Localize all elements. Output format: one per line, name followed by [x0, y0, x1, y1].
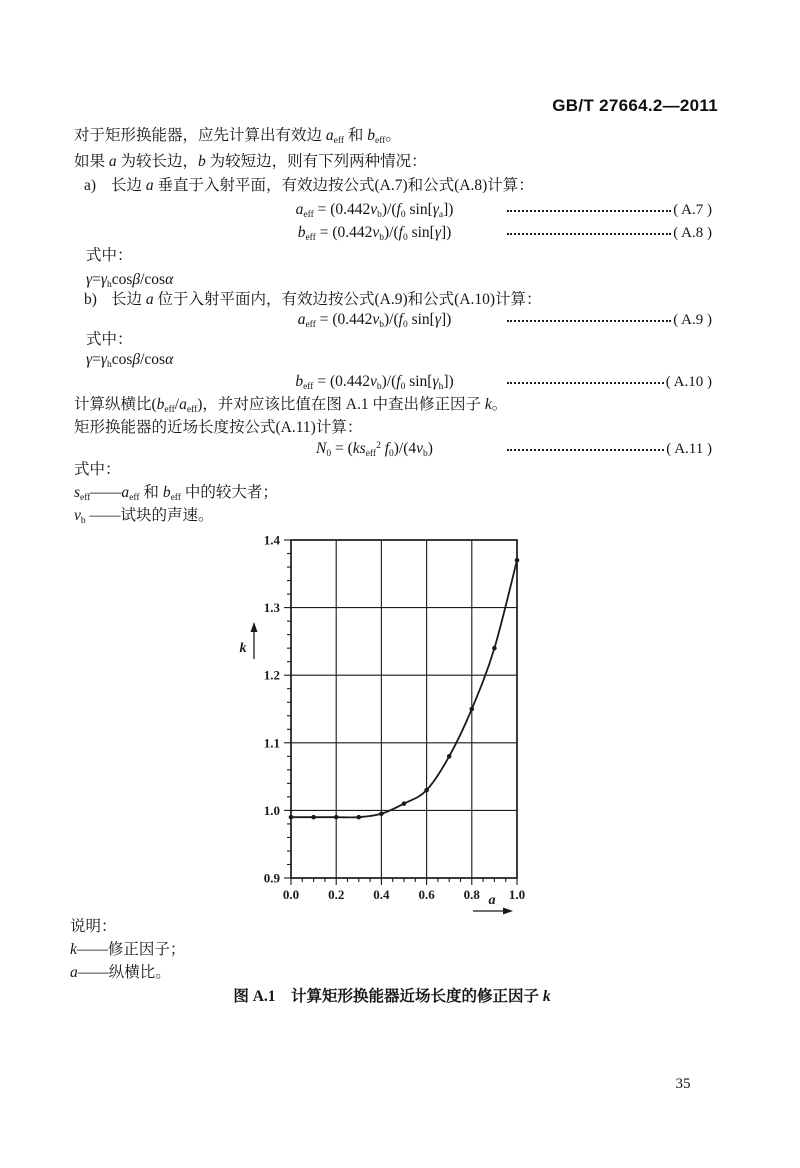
where-label-3: 式中： — [74, 461, 121, 478]
paragraph-intro-1: 对于矩形换能器，应先计算出有效边 $a_{eff}$ 和 $b_{eff}$。 — [74, 127, 401, 146]
paragraph-aspect-ratio: 计算纵横比$(b_{eff}/a_{eff})$，并对应该比值在图 A.1 中查出修正因子 k。 — [74, 396, 508, 415]
standard-number-header: GB/T 27664.2—2011 — [552, 96, 718, 115]
svg-text:1.0: 1.0 — [263, 802, 280, 818]
list-item-b-marker: b) — [84, 291, 97, 308]
page-number: 35 — [675, 1076, 691, 1092]
svg-text:0.4: 0.4 — [373, 887, 390, 902]
formula-a11: $N_0 = (ks_{eff}^2$ $f_0)/(4v_b)$ — [316, 439, 433, 459]
figure-notes-label: 说明： — [70, 918, 117, 935]
svg-text:1.1: 1.1 — [263, 735, 280, 751]
svg-text:k: k — [239, 641, 247, 656]
svg-text:a: a — [488, 893, 496, 908]
figure-caption: 图 A.1 计算矩形换能器近场长度的修正因子 k — [233, 988, 551, 1005]
list-item-a-text: 长边 a 垂直于入射平面，有效边按公式(A.7)和公式(A.8)计算： — [111, 177, 534, 194]
dot-leader — [507, 382, 664, 384]
list-item-b-text: 长边 a 位于入射平面内，有效边按公式(A.9)和公式(A.10)计算： — [111, 291, 542, 308]
correction-factor-chart — [228, 528, 564, 920]
svg-text:0.9: 0.9 — [263, 870, 280, 886]
list-item-a-marker: a) — [84, 177, 97, 194]
figure-note-a: a——纵横比。 — [70, 964, 171, 981]
svg-text:0.2: 0.2 — [328, 887, 345, 902]
list-item-a — [84, 175, 534, 197]
figure-a1-chart — [228, 528, 564, 920]
paragraph-intro-2: 如果 a 为较长边，b 为较短边，则有下列两种情况： — [74, 153, 427, 170]
svg-text:0.0: 0.0 — [282, 887, 300, 902]
svg-text:0.6: 0.6 — [418, 887, 435, 902]
svg-text:1.3: 1.3 — [263, 600, 280, 616]
dot-leader — [507, 210, 671, 212]
equation-number-a9: ( A.9 ) — [673, 311, 712, 328]
definition-s-eff: $s_{eff}——a_{eff}$ 和 $b_{eff}$ 中的较大者； — [74, 484, 278, 503]
gamma-definition-2: $\gamma=\gamma_h\cos\beta$/cosα — [86, 351, 174, 370]
where-label-2: 式中： — [86, 331, 133, 348]
equation-a11 — [252, 436, 712, 462]
equation-number-a11: ( A.11 ) — [666, 440, 712, 457]
gamma-definition-1: $\gamma=\gamma_h\cos\beta$/cosα — [86, 271, 174, 290]
svg-text:1.0: 1.0 — [508, 887, 526, 902]
where-label-1: 式中： — [86, 247, 133, 264]
equation-number-a7: ( A.7 ) — [673, 201, 712, 218]
equation-number-a10: ( A.10 ) — [665, 373, 712, 390]
formula-a7: $a_{eff} = (0.442v_b)/(f_0$ $\sin[\gamma_a]$) — [295, 200, 454, 220]
definition-v-b: $v_b$ ——试块的声速。 — [74, 507, 214, 526]
equation-a8 — [252, 220, 712, 246]
equation-a9 — [252, 307, 712, 333]
svg-text:1.2: 1.2 — [263, 667, 280, 683]
dot-leader — [507, 449, 664, 451]
dot-leader — [507, 320, 671, 322]
formula-a8: $b_{eff} = (0.442v_b)/(f_0$ sin[γ]) — [297, 223, 452, 243]
dot-leader — [507, 233, 671, 235]
figure-note-k: k——修正因子； — [70, 941, 186, 958]
svg-text:0.8: 0.8 — [463, 887, 480, 902]
formula-a9: $a_{eff} = (0.442v_b)/(f_0$ sin[γ]) — [297, 310, 452, 330]
svg-text:1.4: 1.4 — [263, 532, 280, 548]
paragraph-near-field: 矩形换能器的近场长度按公式(A.11)计算： — [74, 419, 363, 436]
equation-number-a8: ( A.8 ) — [673, 224, 712, 241]
formula-a10: $b_{eff} = (0.442v_b)/(f_0$ $\sin[\gamma_h]$) — [295, 372, 454, 392]
equation-a10 — [252, 369, 712, 395]
